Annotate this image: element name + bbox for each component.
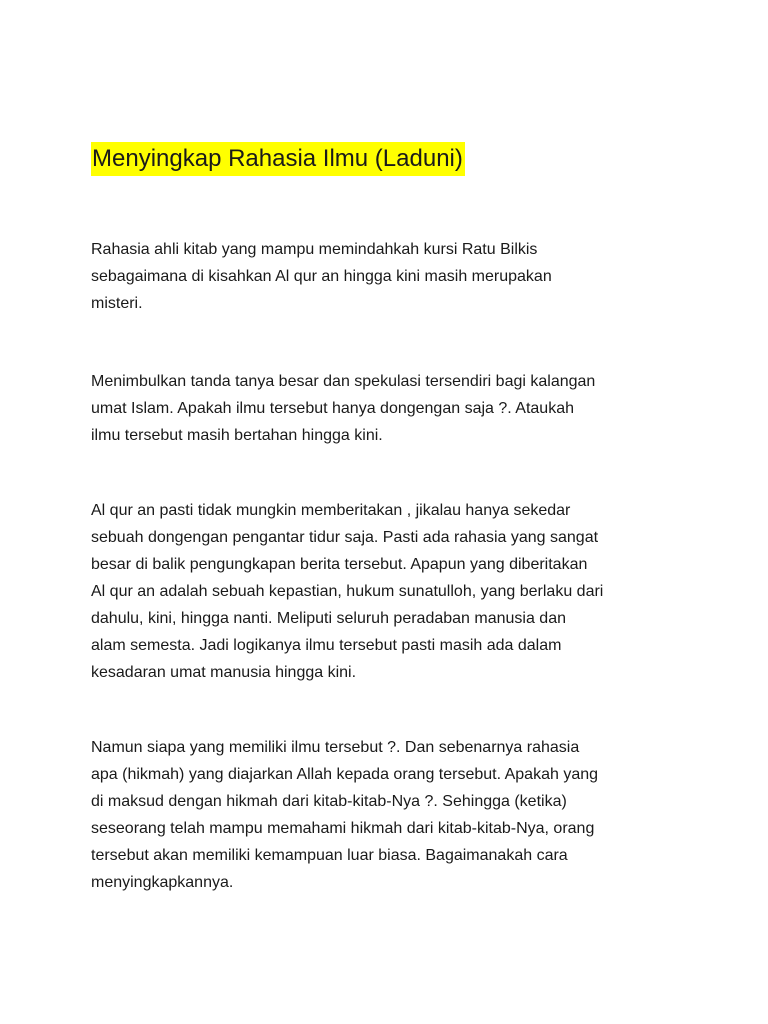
document-title: Menyingkap Rahasia Ilmu (Laduni)	[91, 142, 465, 176]
paragraph-4: Namun siapa yang memiliki ilmu tersebut ?. Dan sebenarnya rahasia apa (hikmah) yang diajarkan Allah kepada orang tersebut. Apakah yang di maksud dengan hikmah dari kitab-kitab-Nya ?. Sehingga (ketika) seseorang telah mampu memahami hikmah dari kitab-kitab-Nya, orang tersebut akan memiliki kemampuan luar biasa. Bagaimanakah cara menyingkapkannya.	[91, 739, 599, 891]
paragraph-1: Rahasia ahli kitab yang mampu memindahkah kursi Ratu Bilkis sebagaimana di kisahkan Al qur an hingga kini masih merupakan misteri.	[91, 241, 552, 312]
paragraph-2: Menimbulkan tanda tanya besar dan spekulasi tersendiri bagi kalangan umat Islam. Apakah ilmu tersebut hanya dongengan saja ?. Ataukah ilmu tersebut masih bertahan hingga kini.	[91, 373, 596, 444]
title-block	[91, 142, 465, 176]
paragraph-3: Al qur an pasti tidak mungkin memberitakan , jikalau hanya sekedar sebuah dongengan pengantar tidur saja. Pasti ada rahasia yang sangat besar di balik pengungkapan berita tersebut. Apapun yang diberitakan Al qur an adalah sebuah kepastian, hukum sunatulloh, yang berlaku dari dahulu, kini, hingga nanti. Meliputi seluruh peradaban manusia dan alam semesta. Jadi logikanya ilmu tersebut pasti masih ada dalam kesadaran umat manusia hingga kini.	[91, 502, 604, 681]
